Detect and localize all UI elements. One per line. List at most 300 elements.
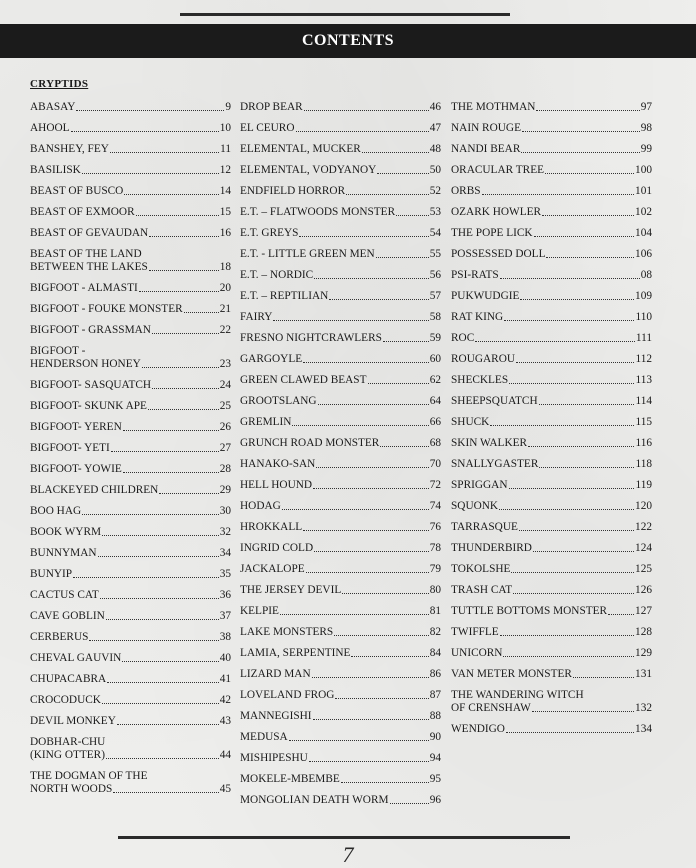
toc-entry[interactable] (451, 395, 652, 408)
entry-title: BLACKEYED CHILDREN (30, 484, 159, 496)
toc-entry[interactable] (451, 605, 652, 618)
entry-page: 48 (429, 143, 441, 155)
entry-title: PUKWUDGIE (451, 290, 520, 302)
toc-entry[interactable] (451, 290, 652, 303)
toc-entry[interactable] (240, 143, 441, 156)
entry-title: BOOK WYRM (30, 526, 102, 538)
entry-page: 131 (635, 668, 652, 680)
entry-title: CROCODUCK (30, 694, 101, 706)
entry-page: 26 (219, 421, 231, 433)
entry-title: INGRID COLD (240, 542, 314, 554)
entry-title: BIGFOOT- YEREN (30, 421, 122, 433)
toc-entry[interactable] (30, 631, 231, 644)
entry-title: SNALLYGASTER (451, 458, 539, 470)
toc-entry[interactable] (30, 303, 231, 316)
toc-entry[interactable] (30, 101, 231, 114)
dot-leader (545, 173, 634, 174)
dot-leader (142, 367, 219, 368)
entry-title: NANDI BEAR (451, 143, 521, 155)
entry-title: E.T. GREYS (240, 227, 299, 239)
dot-leader (309, 761, 429, 762)
entry-page: 90 (429, 731, 441, 743)
entry-page: 125 (635, 563, 652, 575)
entry-title: SKIN WALKER (451, 437, 528, 449)
entry-page: 79 (429, 563, 441, 575)
toc-entry[interactable] (451, 101, 652, 114)
dot-leader (534, 236, 634, 237)
entry-page: 109 (635, 290, 652, 302)
toc-entry[interactable] (240, 773, 441, 786)
toc-entry[interactable] (451, 668, 652, 681)
entry-title: BEAST OF THE LAND (30, 248, 142, 260)
toc-entry[interactable] (451, 521, 652, 534)
entry-title: THE MOTHMAN (451, 101, 536, 113)
entry-page: 42 (219, 694, 231, 706)
entry-title: MEDUSA (240, 731, 288, 743)
toc-entry[interactable] (30, 673, 231, 686)
entry-title: BANSHEY, FEY (30, 143, 109, 155)
toc-entry[interactable] (451, 723, 652, 736)
dot-leader (306, 572, 429, 573)
toc-entry[interactable] (451, 437, 652, 450)
entry-title: BIGFOOT- YETI (30, 442, 110, 454)
dot-leader (312, 677, 429, 678)
toc-entry[interactable] (30, 248, 231, 274)
entry-title: ELEMENTAL, MUCKER (240, 143, 361, 155)
toc-entry[interactable] (240, 101, 441, 114)
entry-title: BUNNYMAN (30, 547, 97, 559)
toc-entry[interactable] (451, 542, 652, 555)
entry-title: TOKOLSHE (451, 563, 511, 575)
dot-leader (152, 333, 219, 334)
entry-page: 70 (429, 458, 441, 470)
toc-entry[interactable] (451, 563, 652, 576)
section-heading: CRYPTIDS (30, 78, 89, 90)
entry-page: 87 (429, 689, 441, 701)
toc-entry[interactable] (30, 463, 231, 476)
dot-leader (504, 320, 634, 321)
entry-page: 116 (635, 437, 652, 449)
toc-entry[interactable] (240, 437, 441, 450)
toc-entry[interactable] (451, 416, 652, 429)
toc-entry[interactable] (30, 505, 231, 518)
entry-page: 118 (635, 458, 652, 470)
toc-entry[interactable] (451, 647, 652, 660)
entry-page: 57 (429, 290, 441, 302)
dot-leader (346, 194, 429, 195)
toc-entry[interactable] (451, 689, 652, 715)
dot-leader (511, 572, 634, 573)
toc-entry[interactable] (240, 290, 441, 303)
dot-leader (490, 425, 634, 426)
entry-title: HELL HOUND (240, 479, 313, 491)
entry-title: DROP BEAR (240, 101, 303, 113)
toc-entry[interactable] (30, 164, 231, 177)
entry-page: 08 (640, 269, 652, 281)
entry-title: CHUPACABRA (30, 673, 107, 685)
dot-leader (159, 493, 218, 494)
entry-title: LAMIA, SERPENTINE (240, 647, 351, 659)
toc-entry[interactable] (451, 500, 652, 513)
entry-page: 95 (429, 773, 441, 785)
entry-page: 56 (429, 269, 441, 281)
entry-page: 132 (635, 702, 652, 714)
entry-page: 124 (635, 542, 652, 554)
dot-leader (303, 530, 429, 531)
toc-entry[interactable] (240, 479, 441, 492)
dot-leader (292, 425, 428, 426)
toc-entry[interactable] (451, 479, 652, 492)
entry-page: 114 (635, 395, 652, 407)
entry-title: MOKELE-MBEMBE (240, 773, 340, 785)
toc-entry[interactable] (451, 122, 652, 135)
toc-entry[interactable] (30, 206, 231, 219)
toc-entry[interactable] (240, 311, 441, 324)
dot-leader (318, 404, 429, 405)
entry-title-continued: BETWEEN THE LAKES (30, 261, 148, 273)
toc-entry[interactable] (240, 353, 441, 366)
toc-entry[interactable] (240, 185, 441, 198)
dot-leader (516, 362, 634, 363)
entry-title: BIGFOOT- SKUNK APE (30, 400, 147, 412)
dot-leader (368, 383, 429, 384)
dot-leader (500, 635, 634, 636)
entry-title: PSI-RATS (451, 269, 499, 281)
toc-entry[interactable] (240, 395, 441, 408)
dot-leader (102, 703, 219, 704)
entry-title-continued: NORTH WOODS (30, 783, 113, 795)
entry-page: 80 (429, 584, 441, 596)
entry-page: 36 (219, 589, 231, 601)
dot-leader (383, 341, 429, 342)
dot-leader (282, 509, 429, 510)
toc-entry[interactable] (30, 547, 231, 560)
entry-page: 25 (219, 400, 231, 412)
entry-title: BUNYIP (30, 568, 73, 580)
entry-title-continued: OF CRENSHAW (451, 702, 531, 714)
entry-title: GARGOYLE (240, 353, 303, 365)
dot-leader (71, 131, 219, 132)
entry-title: THE DOGMAN OF THE (30, 770, 148, 782)
dot-leader (522, 131, 640, 132)
dot-leader (335, 698, 428, 699)
toc-entry[interactable] (240, 794, 441, 807)
entry-title: GREMLIN (240, 416, 292, 428)
entry-page: 100 (635, 164, 652, 176)
entry-page: 76 (429, 521, 441, 533)
toc-entry[interactable] (240, 647, 441, 660)
entry-title: SHUCK (451, 416, 490, 428)
toc-entry[interactable] (240, 605, 441, 618)
entry-title: NAIN ROUGE (451, 122, 521, 134)
toc-entry[interactable] (451, 206, 652, 219)
entry-page: 37 (219, 610, 231, 622)
dot-leader (342, 593, 428, 594)
toc-entry[interactable] (240, 164, 441, 177)
entry-page: 59 (429, 332, 441, 344)
dot-leader (334, 635, 428, 636)
toc-entry[interactable] (30, 610, 231, 623)
dot-leader (123, 430, 219, 431)
entry-title: CAVE GOBLIN (30, 610, 105, 622)
entry-page: 22 (219, 324, 231, 336)
toc-entry[interactable] (240, 668, 441, 681)
dot-leader (110, 152, 219, 153)
toc-entry[interactable] (451, 311, 652, 324)
entry-title: MONGOLIAN DEATH WORM (240, 794, 389, 806)
entry-title: CHEVAL GAUVIN (30, 652, 122, 664)
toc-entry[interactable] (240, 689, 441, 702)
entry-title: UNICORN (451, 647, 503, 659)
entry-title: LIZARD MAN (240, 668, 311, 680)
toc-entry[interactable] (240, 248, 441, 261)
toc-entry[interactable] (240, 563, 441, 576)
entry-page: 44 (219, 749, 231, 761)
dot-leader (82, 173, 219, 174)
toc-entry[interactable] (240, 500, 441, 513)
entry-title: THE JERSEY DEVIL (240, 584, 342, 596)
dot-leader (520, 299, 634, 300)
dot-leader (341, 782, 429, 783)
entry-title: BIGFOOT - (30, 345, 86, 357)
entry-title: BEAST OF BUSCO (30, 185, 124, 197)
toc-entry[interactable] (240, 584, 441, 597)
toc-entry[interactable] (240, 626, 441, 639)
toc-entry[interactable] (240, 521, 441, 534)
dot-leader (475, 341, 635, 342)
dot-leader (273, 320, 428, 321)
entry-page: 47 (429, 122, 441, 134)
contents-banner (0, 24, 696, 58)
toc-entry[interactable] (30, 324, 231, 337)
toc-entry[interactable] (240, 206, 441, 219)
toc-entry[interactable] (451, 332, 652, 345)
dot-leader (539, 404, 635, 405)
toc-entry[interactable] (240, 542, 441, 555)
toc-entry[interactable] (30, 227, 231, 240)
toc-entry[interactable] (30, 400, 231, 413)
page-title: CONTENTS (301, 32, 395, 49)
toc-entry[interactable] (30, 484, 231, 497)
dot-leader (528, 446, 634, 447)
toc-entry[interactable] (30, 185, 231, 198)
entry-title: RAT KING (451, 311, 504, 323)
entry-title: HROKKALL (240, 521, 303, 533)
dot-leader (396, 215, 429, 216)
entry-title: AHOOL (30, 122, 70, 134)
entry-title: SHEEPSQUATCH (451, 395, 538, 407)
entry-page: 53 (429, 206, 441, 218)
entry-page: 60 (429, 353, 441, 365)
entry-title: ABASAY (30, 101, 76, 113)
top-rule (180, 13, 510, 16)
entry-page: 9 (225, 101, 231, 113)
entry-title: BIGFOOT - GRASSMAN (30, 324, 151, 336)
entry-title: ELEMENTAL, VODYANOY (240, 164, 377, 176)
toc-entry[interactable] (451, 164, 652, 177)
toc-entry[interactable] (451, 143, 652, 156)
entry-title: BIGFOOT - FOUKE MONSTER (30, 303, 183, 315)
dot-leader (316, 467, 428, 468)
entry-title: DOBHAR-CHU (30, 736, 106, 748)
entry-title: BEAST OF GEVAUDAN (30, 227, 149, 239)
bottom-rule (118, 836, 570, 839)
toc-entry[interactable] (30, 694, 231, 707)
entry-page: 129 (635, 647, 652, 659)
entry-page: 23 (219, 358, 231, 370)
toc-entry[interactable] (451, 584, 652, 597)
entry-title: HODAG (240, 500, 281, 512)
toc-entry[interactable] (240, 269, 441, 282)
dot-leader (106, 619, 219, 620)
toc-entry[interactable] (30, 568, 231, 581)
toc-entry[interactable] (240, 710, 441, 723)
entry-title: E.T. – FLATWOODS MONSTER (240, 206, 396, 218)
entry-title: ROC (451, 332, 475, 344)
dot-leader (117, 724, 219, 725)
dot-leader (304, 110, 429, 111)
entry-title: BIGFOOT - ALMASTI (30, 282, 138, 294)
toc-entry[interactable] (30, 736, 231, 762)
dot-leader (506, 732, 634, 733)
dot-leader (503, 656, 634, 657)
toc-entry[interactable] (30, 652, 231, 665)
dot-leader (329, 299, 428, 300)
entry-page: 74 (429, 500, 441, 512)
toc-entry[interactable] (30, 345, 231, 371)
toc-entry[interactable] (451, 227, 652, 240)
entry-page: 35 (219, 568, 231, 580)
entry-title: THE POPE LICK (451, 227, 533, 239)
toc-entry[interactable] (30, 282, 231, 295)
dot-leader (122, 661, 218, 662)
entry-page: 40 (219, 652, 231, 664)
toc-entry[interactable] (30, 526, 231, 539)
entry-title: HANAKO-SAN (240, 458, 316, 470)
toc-entry[interactable] (240, 752, 441, 765)
entry-page: 32 (219, 526, 231, 538)
toc-entry[interactable] (240, 731, 441, 744)
entry-page: 94 (429, 752, 441, 764)
dot-leader (152, 388, 219, 389)
dot-leader (280, 614, 429, 615)
toc-entry[interactable] (451, 374, 652, 387)
toc-entry[interactable] (451, 626, 652, 639)
entry-page: 50 (429, 164, 441, 176)
toc-entry[interactable] (451, 458, 652, 471)
toc-entry[interactable] (240, 122, 441, 135)
toc-entry[interactable] (240, 416, 441, 429)
entry-page: 112 (635, 353, 652, 365)
entry-page: 120 (635, 500, 652, 512)
dot-leader (106, 758, 219, 759)
dot-leader (539, 467, 634, 468)
entry-page: 97 (640, 101, 652, 113)
toc-entry[interactable] (451, 248, 652, 261)
entry-title: ROUGAROU (451, 353, 516, 365)
entry-title: LAKE MONSTERS (240, 626, 334, 638)
entry-title: BASILISK (30, 164, 81, 176)
entry-title-continued: HENDERSON HONEY (30, 358, 141, 370)
entry-title: THUNDERBIRD (451, 542, 532, 554)
entry-page: 62 (429, 374, 441, 386)
dot-leader (113, 792, 218, 793)
dot-leader (139, 291, 219, 292)
dot-leader (124, 194, 218, 195)
entry-page: 45 (219, 783, 231, 795)
toc-entry[interactable] (240, 458, 441, 471)
toc-entry[interactable] (451, 185, 652, 198)
toc-entry[interactable] (240, 227, 441, 240)
entry-page: 12 (219, 164, 231, 176)
toc-entry[interactable] (30, 143, 231, 156)
entry-page: 101 (635, 185, 652, 197)
toc-entry[interactable] (30, 122, 231, 135)
toc-entry[interactable] (240, 374, 441, 387)
dot-leader (296, 131, 429, 132)
entry-title: CERBERUS (30, 631, 89, 643)
entry-title: ORBS (451, 185, 481, 197)
toc-entry[interactable] (30, 770, 231, 796)
dot-leader (148, 409, 219, 410)
dot-leader (184, 312, 219, 313)
entry-title: EL CEURO (240, 122, 295, 134)
toc-entry[interactable] (30, 715, 231, 728)
entry-title: E.T. - LITTLE GREEN MEN (240, 248, 375, 260)
entry-page: 38 (219, 631, 231, 643)
toc-entry[interactable] (30, 421, 231, 434)
dot-leader (314, 551, 429, 552)
dot-leader (390, 803, 429, 804)
dot-leader (123, 472, 219, 473)
entry-page: 28 (219, 463, 231, 475)
dot-leader (314, 278, 428, 279)
entry-page: 96 (429, 794, 441, 806)
entry-page: 21 (219, 303, 231, 315)
entry-title: E.T. – REPTILIAN (240, 290, 329, 302)
dot-leader (377, 173, 428, 174)
dot-leader (149, 236, 218, 237)
dot-leader (76, 110, 224, 111)
dot-leader (546, 257, 634, 258)
entry-page: 81 (429, 605, 441, 617)
entry-page: 16 (219, 227, 231, 239)
toc-entry[interactable] (30, 589, 231, 602)
entry-page: 52 (429, 185, 441, 197)
entry-page: 64 (429, 395, 441, 407)
dot-leader (533, 551, 634, 552)
entry-title: LOVELAND FROG (240, 689, 335, 701)
toc-entry[interactable] (451, 353, 652, 366)
toc-entry[interactable] (30, 442, 231, 455)
toc-entry[interactable] (240, 332, 441, 345)
entry-page: 54 (429, 227, 441, 239)
toc-entry[interactable] (30, 379, 231, 392)
entry-page: 98 (640, 122, 652, 134)
entry-page: 55 (429, 248, 441, 260)
entry-page: 15 (219, 206, 231, 218)
entry-title: WENDIGO (451, 723, 505, 735)
entry-title: VAN METER MONSTER (451, 668, 572, 680)
dot-leader (532, 711, 634, 712)
entry-page: 41 (219, 673, 231, 685)
dot-leader (509, 488, 635, 489)
toc-column-1 (30, 101, 231, 804)
dot-leader (107, 682, 219, 683)
toc-entry[interactable] (451, 269, 652, 282)
entry-title: MANNEGISHI (240, 710, 312, 722)
entry-title: GRUNCH ROAD MONSTER (240, 437, 380, 449)
